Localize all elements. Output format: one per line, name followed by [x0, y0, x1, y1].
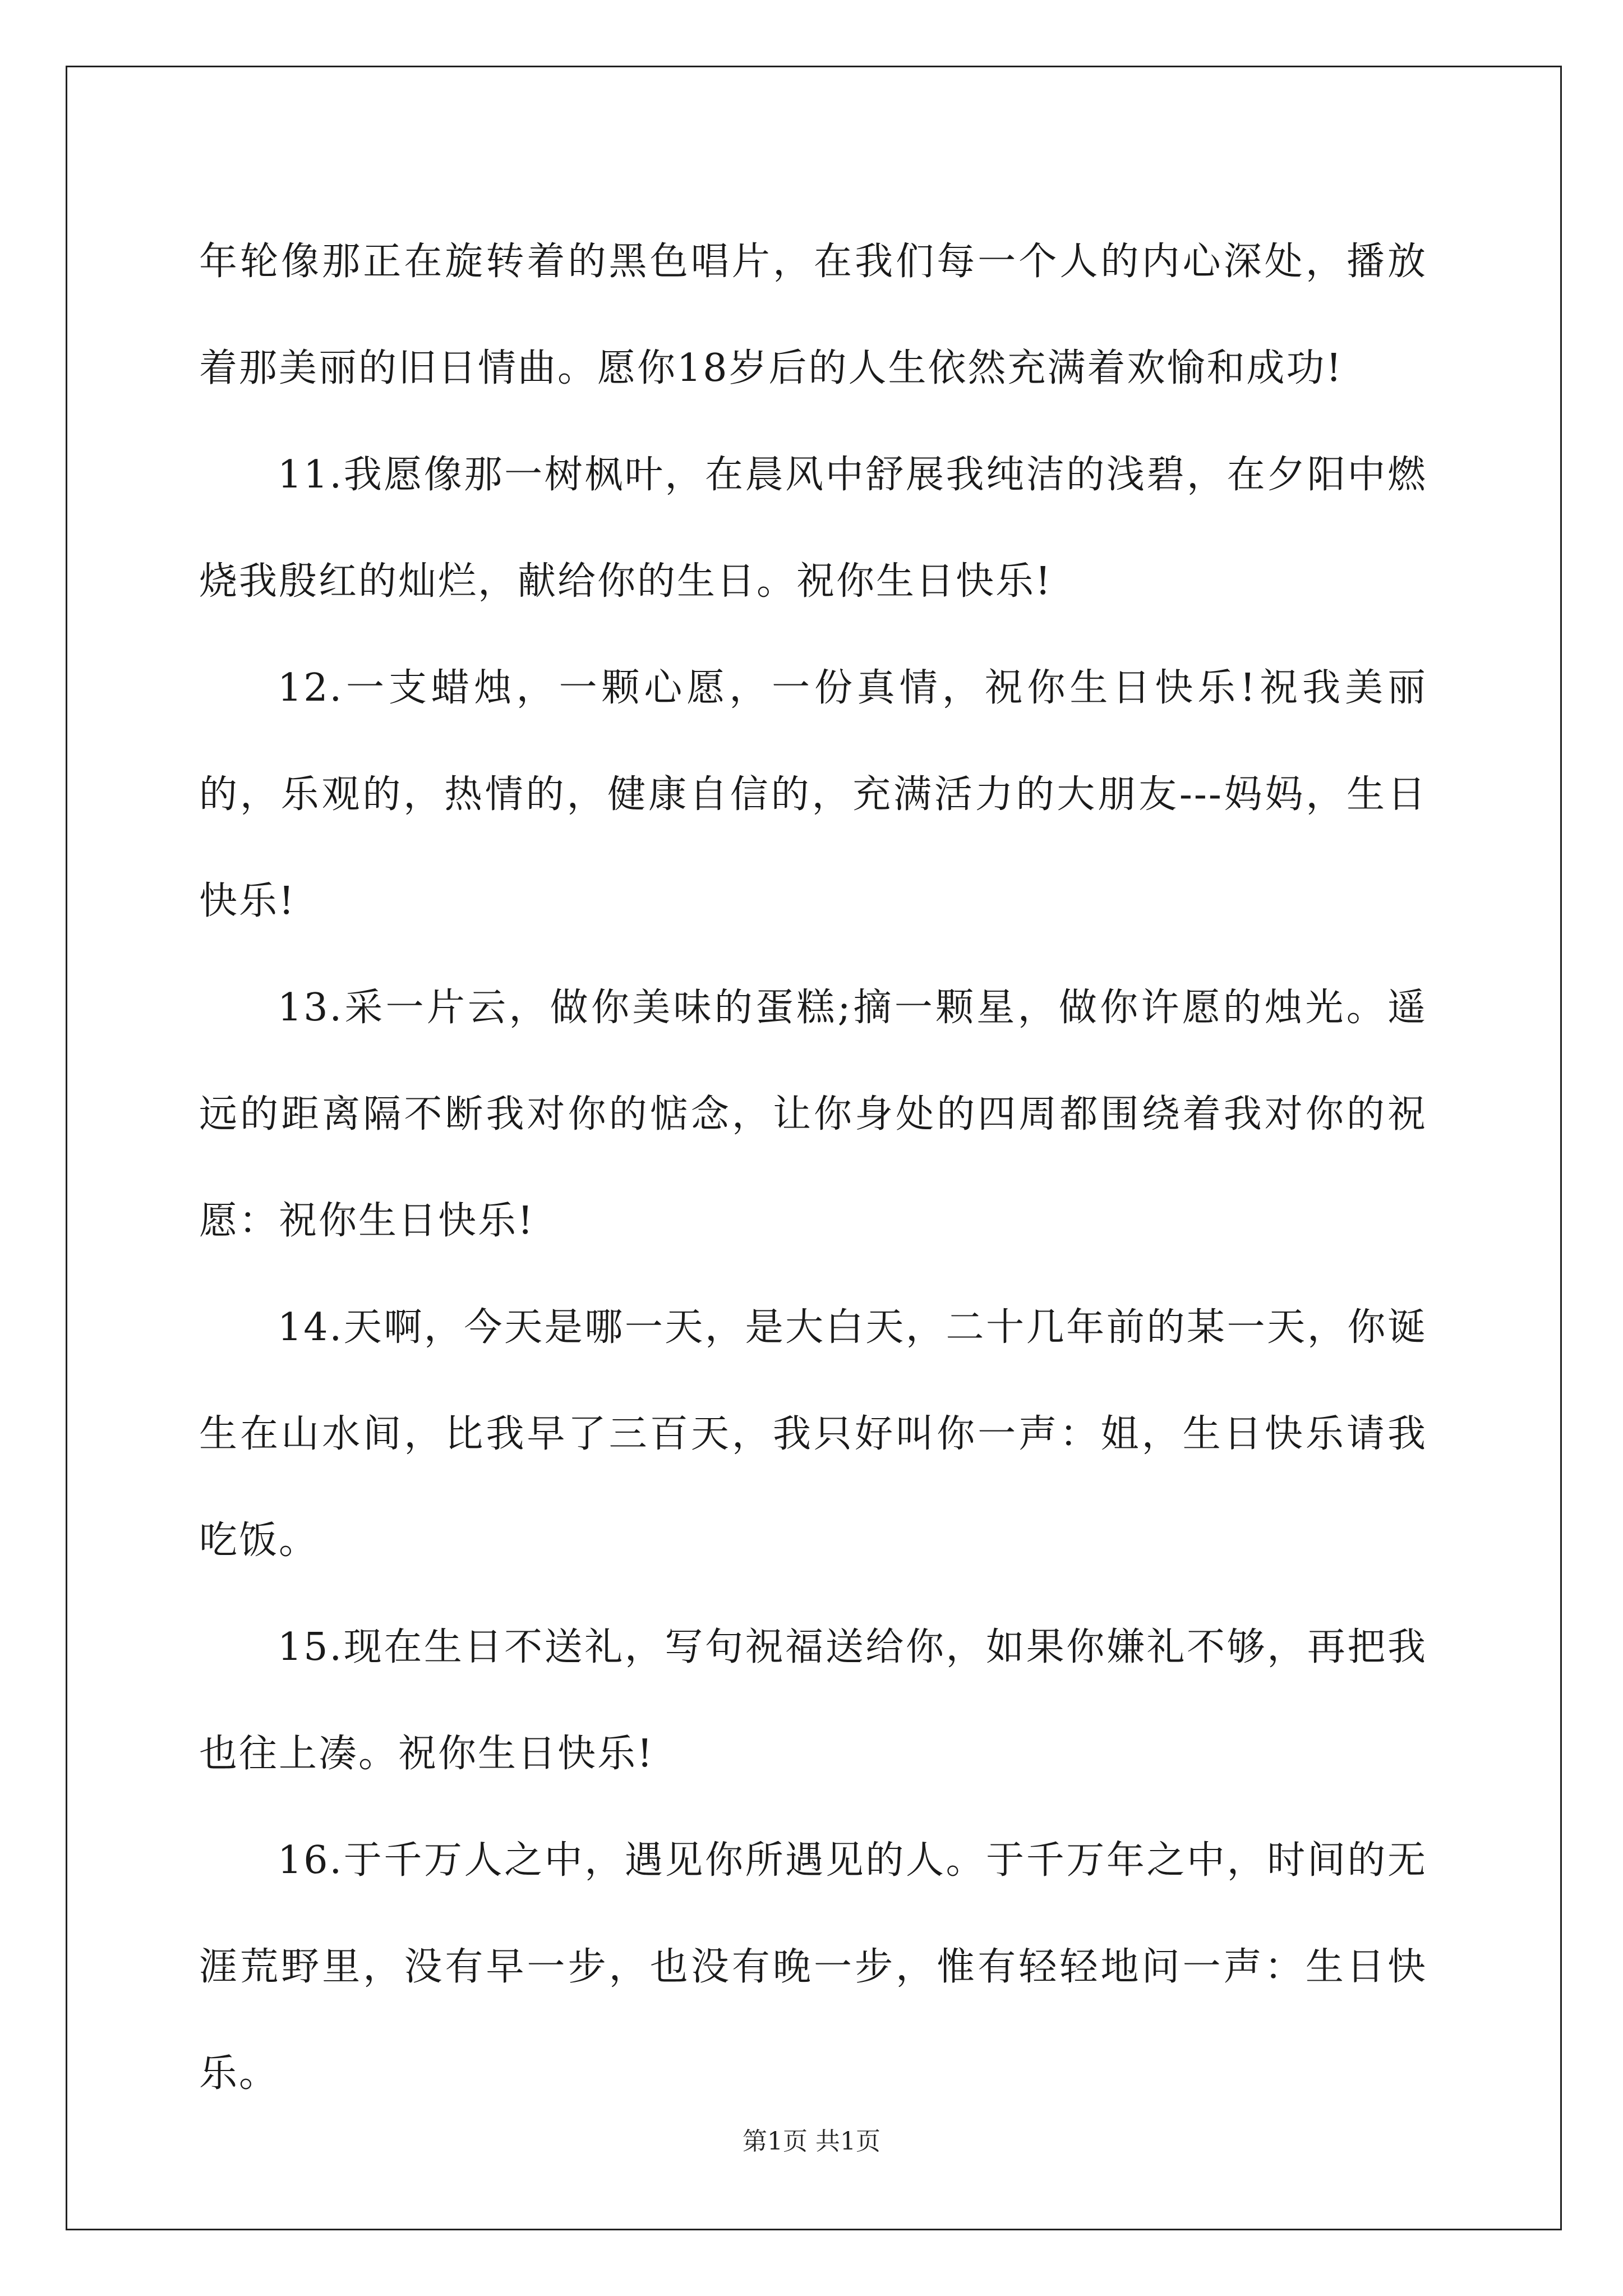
page-number-footer: 第1页 共1页: [743, 2127, 880, 2156]
paragraph-14: 14.天啊，今天是哪一天，是大白天，二十几年前的某一天，你诞生在山水间，比我早了三百天，我只好叫你一声：姐，生日快乐请我吃饭。: [199, 1305, 1427, 1563]
paragraph-11: 11.我愿像那一树枫叶，在晨风中舒展我纯洁的浅碧，在夕阳中燃烧我殷红的灿烂，献给你的生日。祝你生日快乐!: [199, 453, 1427, 604]
paragraph-16: 16.于千万人之中，遇见你所遇见的人。于千万年之中，时间的无涯荒野里，没有早一步，也没有晚一步，惟有轻轻地问一声：生日快乐。: [199, 1838, 1427, 2096]
paragraph-13: 13.采一片云，做你美味的蛋糕;摘一颗星，做你许愿的烛光。遥远的距离隔不断我对你的惦念，让你身处的四周都围绕着我对你的祝愿：祝你生日快乐!: [199, 986, 1427, 1243]
paragraph-continuation: 年轮像那正在旋转着的黑色唱片，在我们每一个人的内心深处，播放着那美丽的旧日情曲。愿你18岁后的人生依然充满着欢愉和成功!: [199, 240, 1427, 390]
document-body: [199, 209, 1427, 2127]
paragraph-12: 12.一支蜡烛，一颗心愿，一份真情，祝你生日快乐!祝我美丽的，乐观的，热情的，健康自信的，充满活力的大朋友---妈妈，生日快乐!: [199, 666, 1427, 923]
paragraph-15: 15.现在生日不送礼，写句祝福送给你，如果你嫌礼不够，再把我也往上凑。祝你生日快乐!: [199, 1625, 1427, 1776]
